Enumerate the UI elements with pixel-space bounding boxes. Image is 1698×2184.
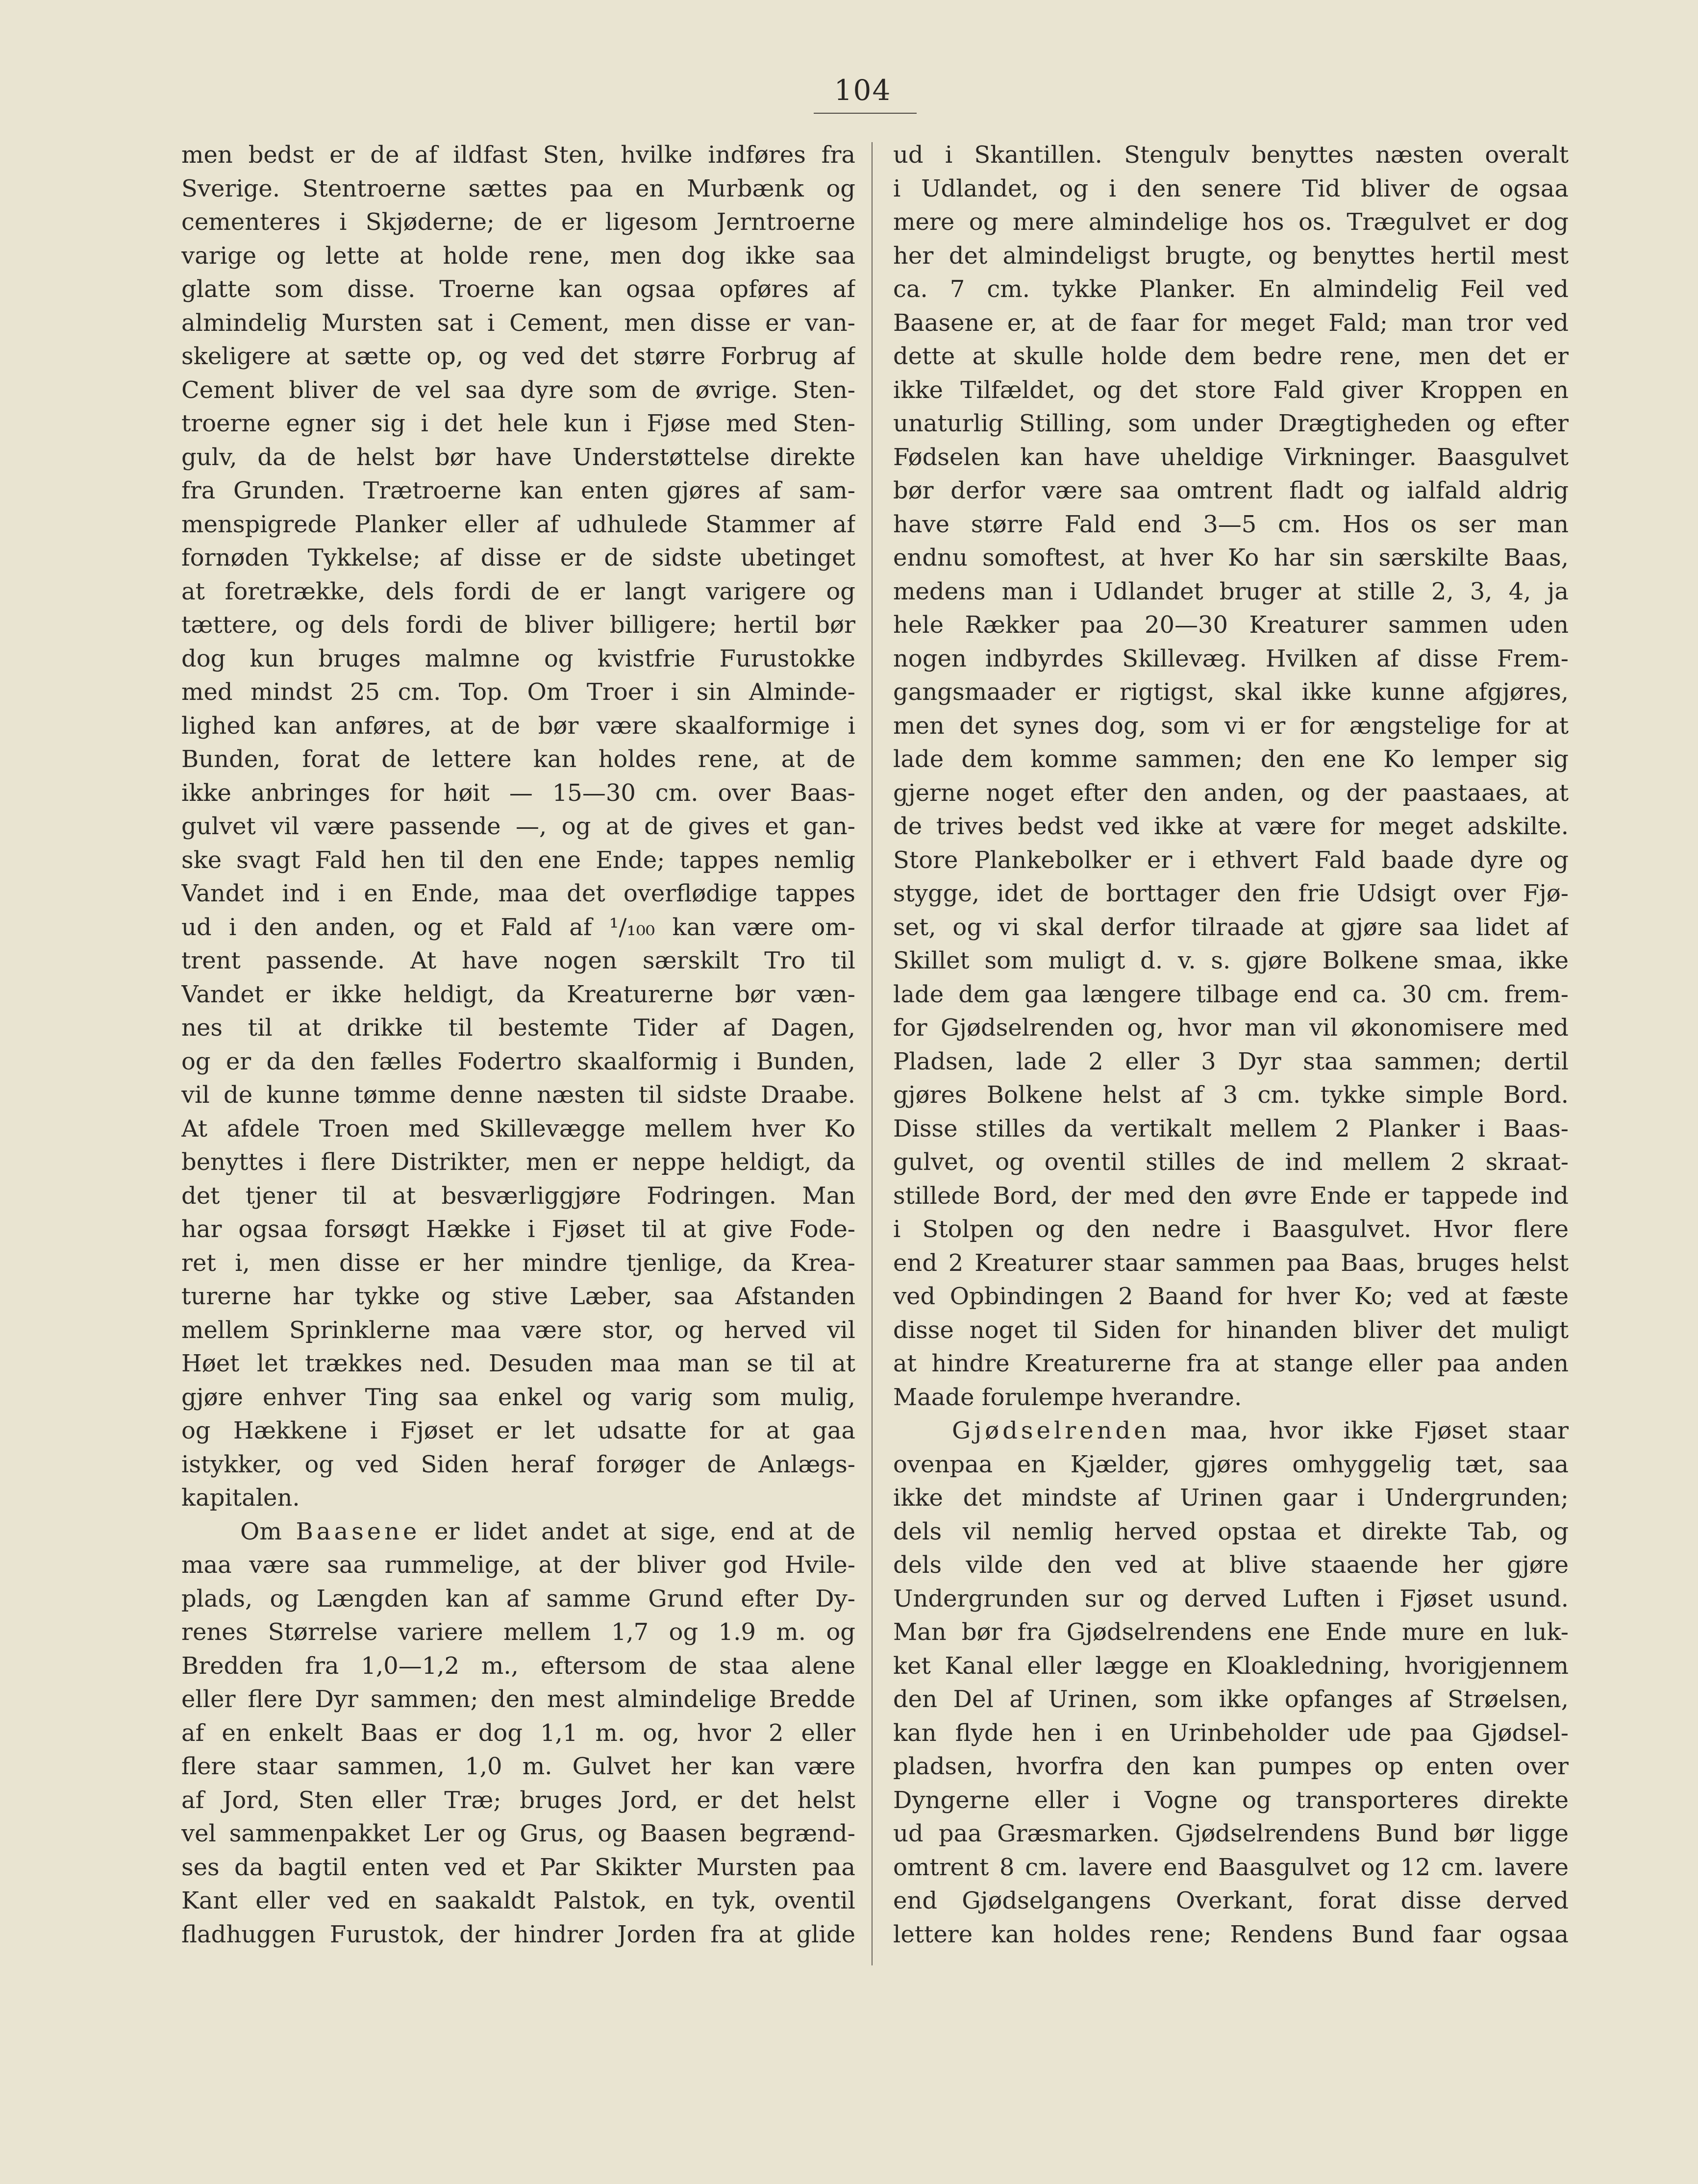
text-line: Skillet som muligt d. v. s. gjøre Bolkene smaa, ikke: [893, 947, 1569, 974]
text-line: Cement bliver de vel saa dyre som de øvrige. Sten-: [181, 376, 855, 404]
text-line: trent passende. At have nogen særskilt Tro til: [181, 947, 855, 974]
text-line: gulvet vil være passende —, og at de gives et gan-: [181, 813, 855, 840]
text-line: omtrent 8 cm. lavere end Baasgulvet og 12 cm. lavere: [893, 1853, 1569, 1881]
text-line: end Gjødselgangens Overkant, forat disse derved: [893, 1887, 1569, 1914]
text-line: istykker, og ved Siden heraf forøger de Anlægs-: [181, 1450, 855, 1478]
text-line: dels vil nemlig herved opstaa et direkte Tab, og: [893, 1517, 1569, 1545]
text-line: [893, 1414, 1569, 1448]
text-line: fra Grunden. Trætroerne kan enten gjøres af sam-: [181, 477, 855, 504]
line-lead-text: Om: [240, 1517, 296, 1545]
text-line: at hindre Kreaturerne fra at stange eller paa anden: [893, 1350, 1569, 1377]
text-line: har ogsaa forsøgt Hække i Fjøset til at give Fode-: [181, 1216, 855, 1243]
text-line: ikke det mindste af Urinen gaar i Undergrunden;: [893, 1484, 1569, 1512]
text-line: set, og vi skal derfor tilraade at gjøre saa lidet af: [893, 913, 1569, 941]
text-line: Sverige. Stentroerne sættes paa en Murbænk og: [181, 174, 855, 202]
text-line: plads, og Længden kan af samme Grund efter Dy-: [181, 1585, 855, 1613]
text-line: Disse stilles da vertikalt mellem 2 Planker i Baas-: [893, 1115, 1569, 1142]
text-line: ovenpaa en Kjælder, gjøres omhyggelig tæt, saa: [893, 1450, 1569, 1478]
text-line: ses da bagtil enten ved et Par Skikter Mursten paa: [181, 1853, 855, 1881]
text-line: dels vilde den ved at blive staaende her gjøre: [893, 1551, 1569, 1579]
spaced-keyword: Baasene: [296, 1517, 421, 1545]
text-line: renes Størrelse variere mellem 1,7 og 1.9 m. og: [181, 1618, 855, 1646]
text-line: have større Fald end 3—5 cm. Hos os ser man: [893, 510, 1569, 538]
text-line: vil de kunne tømme denne næsten til sidste Draabe.: [181, 1081, 855, 1109]
text-line: Baasene er, at de faar for meget Fald; man tror ved: [893, 309, 1569, 337]
text-line: med mindst 25 cm. Top. Om Troer i sin Alminde-: [181, 678, 855, 706]
text-line: Bredden fra 1,0—1,2 m., eftersom de staa alene: [181, 1652, 855, 1680]
text-line: nes til at drikke til bestemte Tider af Dagen,: [181, 1014, 855, 1042]
text-line: men bedst er de af ildfast Sten, hvilke indføres fra: [181, 141, 855, 169]
text-line: nogen indbyrdes Skillevæg. Hvilken af disse Frem-: [893, 645, 1569, 672]
text-line: lade dem gaa længere tilbage end ca. 30 cm. frem-: [893, 980, 1569, 1008]
text-line: Høet let trækkes ned. Desuden maa man se til at: [181, 1350, 855, 1377]
text-line: Undergrunden sur og derved Luften i Fjøset usund.: [893, 1585, 1569, 1613]
text-line: medens man i Udlandet bruger at stille 2, 3, 4, ja: [893, 577, 1569, 605]
text-line: unaturlig Stilling, som under Drægtigheden og efter: [893, 410, 1569, 437]
text-line: Dyngerne eller i Vogne og transporteres direkte: [893, 1786, 1569, 1814]
text-line: gjøres Bolkene helst af 3 cm. tykke simple Bord.: [893, 1081, 1569, 1109]
text-line: fornøden Tykkelse; af disse er de sidste ubetinget: [181, 544, 855, 571]
text-line: Man bør fra Gjødselrendens ene Ende mure en luk-: [893, 1618, 1569, 1646]
text-line: gjøre enhver Ting saa enkel og varig som mulig,: [181, 1383, 855, 1411]
text-line: af en enkelt Baas er dog 1,1 m. og, hvor 2 eller: [181, 1719, 855, 1747]
text-line: ud paa Græsmarken. Gjødselrendens Bund bør ligge: [893, 1820, 1569, 1847]
text-line: ket Kanal eller lægge en Kloakledning, hvorigjennem: [893, 1652, 1569, 1680]
text-line: kan flyde hen i en Urinbeholder ude paa Gjødsel-: [893, 1719, 1569, 1747]
text-line: menspigrede Planker eller af udhulede Stammer af: [181, 510, 855, 538]
right-column: [893, 138, 1569, 1951]
text-line: ret i, men disse er her mindre tjenlige, da Krea-: [181, 1249, 855, 1277]
text-line: men det synes dog, som vi er for ængstelige for at: [893, 712, 1569, 740]
text-line: end 2 Kreaturer staar sammen paa Baas, bruges helst: [893, 1249, 1569, 1277]
text-line: dog kun bruges malmne og kvistfrie Furustokke: [181, 645, 855, 672]
text-line: Store Plankebolker er i ethvert Fald baade dyre og: [893, 846, 1569, 874]
text-line: ikke anbringes for høit — 15—30 cm. over Baas-: [181, 779, 855, 807]
text-line: Vandet er ikke heldigt, da Kreaturerne bør væn-: [181, 980, 855, 1008]
text-line: Fødselen kan have uheldige Virkninger. Baasgulvet: [893, 443, 1569, 471]
text-line: at foretrække, dels fordi de er langt varigere og: [181, 577, 855, 605]
text-line: gulvet, og oventil stilles de ind mellem 2 skraat-: [893, 1148, 1569, 1176]
text-line: endnu somoftest, at hver Ko har sin særskilte Baas,: [893, 544, 1569, 571]
text-line: det tjener til at besværliggjøre Fodringen. Man: [181, 1182, 855, 1210]
text-line: dette at skulle holde dem bedre rene, men det er: [893, 343, 1569, 370]
text-line: [181, 1515, 855, 1549]
text-line: troerne egner sig i det hele kun i Fjøse med Sten-: [181, 410, 855, 437]
text-line: At afdele Troen med Skillevægge mellem hver Ko: [181, 1115, 855, 1142]
text-line: ud i den anden, og et Fald af ¹/₁₀₀ kan være om-: [181, 913, 855, 941]
line-rest-text: er lidet andet at sige, end at de: [420, 1517, 855, 1545]
text-line: maa være saa rummelige, at der bliver god Hvile-: [181, 1551, 855, 1579]
spaced-keyword: Gjødselrenden: [952, 1417, 1170, 1444]
text-line: for Gjødselrenden og, hvor man vil økonomisere med: [893, 1014, 1569, 1042]
text-line: disse noget til Siden for hinanden bliver det muligt: [893, 1316, 1569, 1344]
text-line: ske svagt Fald hen til den ene Ende; tappes nemlig: [181, 846, 855, 874]
text-line: de trives bedst ved ikke at være for meget adskilte.: [893, 813, 1569, 840]
text-line: bør derfor være saa omtrent fladt og ialfald aldrig: [893, 477, 1569, 504]
text-line: Vandet ind i en Ende, maa det overflødige tappes: [181, 880, 855, 907]
text-line: fladhuggen Furustok, der hindrer Jorden fra at glide: [181, 1920, 855, 1948]
text-line: og er da den fælles Fodertro skaalformig i Bunden,: [181, 1047, 855, 1075]
text-line: den Del af Urinen, som ikke opfanges af Strøelsen,: [893, 1686, 1569, 1713]
text-line: pladsen, hvorfra den kan pumpes op enten over: [893, 1753, 1569, 1780]
text-line: vel sammenpakket Ler og Grus, og Baasen begrænd-: [181, 1820, 855, 1847]
text-line: stillede Bord, der med den øvre Ende er tappede ind: [893, 1182, 1569, 1210]
text-line: i Udlandet, og i den senere Tid bliver de ogsaa: [893, 174, 1569, 202]
text-line: lettere kan holdes rene; Rendens Bund faar ogsaa: [893, 1920, 1569, 1948]
text-line: skeligere at sætte op, og ved det større Forbrug af: [181, 343, 855, 370]
text-line: stygge, idet de borttager den frie Udsigt over Fjø-: [893, 880, 1569, 907]
text-line: i Stolpen og den nedre i Baasgulvet. Hvor flere: [893, 1216, 1569, 1243]
text-line: glatte som disse. Troerne kan ogsaa opføres af: [181, 275, 855, 303]
text-line: hele Rækker paa 20—30 Kreaturer sammen uden: [893, 611, 1569, 639]
text-line: lighed kan anføres, at de bør være skaalformige i: [181, 712, 855, 740]
text-line: varige og lette at holde rene, men dog ikke saa: [181, 242, 855, 270]
header-rule: [814, 113, 917, 114]
text-line: ud i Skantillen. Stengulv benyttes næsten overalt: [893, 141, 1569, 169]
text-line: ikke Tilfældet, og det store Fald giver Kroppen en: [893, 376, 1569, 404]
text-line: ca. 7 cm. tykke Planker. En almindelig Feil ved: [893, 275, 1569, 303]
text-line: Bunden, forat de lettere kan holdes rene, at de: [181, 745, 855, 773]
line-rest-text: maa, hvor ikke Fjøset staar: [1170, 1417, 1569, 1444]
text-line: Maade forulempe hverandre.: [893, 1383, 1242, 1411]
text-line: Pladsen, lade 2 eller 3 Dyr staa sammen; dertil: [893, 1047, 1569, 1075]
page-number: 104: [834, 74, 892, 107]
text-line: mere og mere almindelige hos os. Trægulvet er dog: [893, 208, 1569, 236]
text-line: gjerne noget efter den anden, og der paastaaes, at: [893, 779, 1569, 807]
text-line: af Jord, Sten eller Træ; bruges Jord, er det helst: [181, 1786, 855, 1814]
text-line: her det almindeligst brugte, og benyttes hertil mest: [893, 242, 1569, 270]
text-line: ved Opbindingen 2 Baand for hver Ko; ved at fæste: [893, 1283, 1569, 1310]
left-column: [181, 138, 855, 1951]
text-line: og Hækkene i Fjøset er let udsatte for at gaa: [181, 1417, 855, 1444]
text-line: mellem Sprinklerne maa være stor, og herved vil: [181, 1316, 855, 1344]
text-line: tættere, og dels fordi de bliver billigere; hertil bør: [181, 611, 855, 639]
text-line: gangsmaader er rigtigst, skal ikke kunne afgjøres,: [893, 678, 1569, 706]
text-line: kapitalen.: [181, 1484, 300, 1512]
text-line: flere staar sammen, 1,0 m. Gulvet her kan være: [181, 1753, 855, 1780]
column-divider: [872, 142, 873, 1965]
text-line: cementeres i Skjøderne; de er ligesom Jerntroerne: [181, 208, 855, 236]
text-line: turerne har tykke og stive Læber, saa Afstanden: [181, 1283, 855, 1310]
text-line: Kant eller ved en saakaldt Palstok, en tyk, oventil: [181, 1887, 855, 1914]
text-line: benyttes i flere Distrikter, men er neppe heldigt, da: [181, 1148, 855, 1176]
text-line: gulv, da de helst bør have Understøttelse direkte: [181, 443, 855, 471]
text-line: eller flere Dyr sammen; den mest almindelige Bredde: [181, 1686, 855, 1713]
text-line: almindelig Mursten sat i Cement, men disse er van-: [181, 309, 855, 337]
text-line: lade dem komme sammen; den ene Ko lemper sig: [893, 745, 1569, 773]
